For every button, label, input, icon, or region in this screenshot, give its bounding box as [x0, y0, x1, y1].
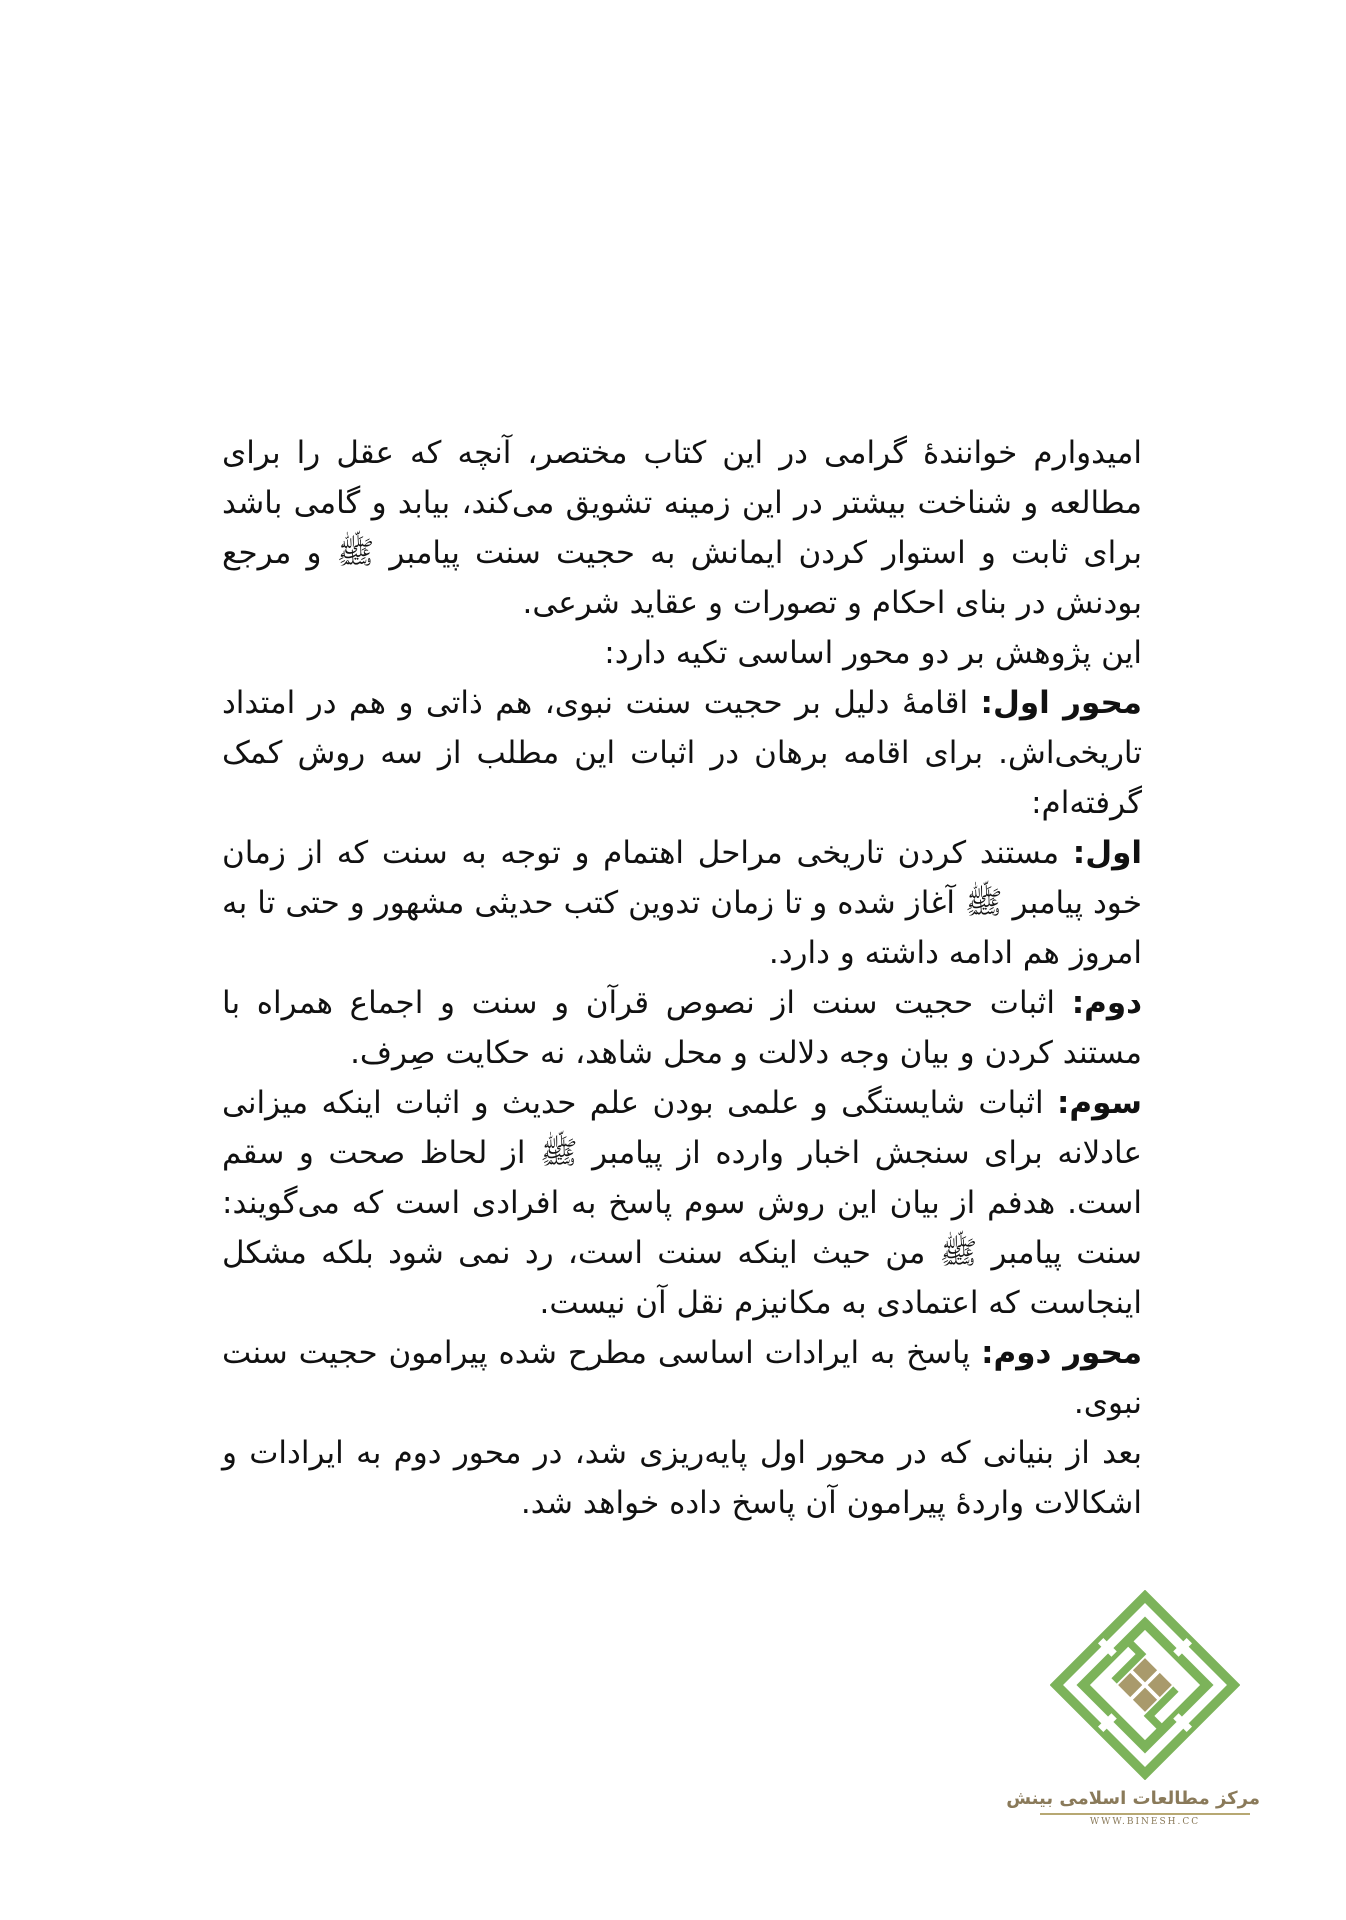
paragraph-lead: دوم:: [1071, 985, 1142, 1021]
paragraph: [222, 1078, 1142, 1328]
paragraph-lead: محور دوم:: [981, 1335, 1143, 1371]
paragraph-text: مستند کردن تاریخی مراحل اهتمام و توجه به سنت که از زمان خود پیامبر ﷺ آغاز شده و تا زمان تدوین کتب حدیثی مشهور و حتی تا به امروز هم ادامه داشته و دارد.: [222, 835, 1142, 971]
paragraph-text: اثبات شایستگی و علمی بودن علم حدیث و اثبات اینکه میزانی عادلانه برای سنجش اخبار وارده از پیامبر ﷺ از لحاظ صحت و سقم است. هدفم از بیان این روش سوم پاسخ به افرادی است که می‌گویند: سنت پیامبر ﷺ من حیث اینکه سنت است، رد نمی شود بلکه مشکل اینجاست که اعتمادی به مکانیزم نقل آن نیست.: [222, 1085, 1142, 1321]
paragraph-text: اقامهٔ دلیل بر حجیت سنت نبوی، هم ذاتی و هم در امتداد تاریخی‌اش. برای اقامه برهان در اثبات این مطلب از سه روش کمک گرفته‌ام:: [222, 685, 1142, 821]
paragraph-text: این پژوهش بر دو محور اساسی تکیه دارد:: [604, 635, 1142, 671]
paragraph: [222, 1328, 1142, 1428]
paragraph: [222, 978, 1142, 1078]
paragraph-lead: محور اول:: [980, 685, 1142, 721]
paragraph-text: اثبات حجیت سنت از نصوص قرآن و سنت و اجماع همراه با مستند کردن و بیان وجه دلالت و محل شاهد، نه حکایت صِرف.: [222, 985, 1142, 1071]
publisher-logo: [1006, 1590, 1260, 1880]
publisher-url: WWW.BINESH.CC: [1089, 1817, 1201, 1827]
paragraph: [222, 1428, 1142, 1528]
paragraph: [222, 828, 1142, 978]
paragraph: [222, 428, 1142, 628]
paragraph-text: پاسخ به ایرادات اساسی مطرح شده پیرامون حجیت سنت نبوی.: [222, 1335, 1142, 1421]
body-text: [222, 428, 1142, 1528]
paragraph-text: بعد از بنیانی که در محور اول پایه‌ریزی شد، در محور دوم به ایرادات و اشکالات واردهٔ پیرامون آن پاسخ داده خواهد شد.: [222, 1435, 1142, 1521]
publisher-name: مرکز مطالعات اسلامی بینش: [1006, 1788, 1260, 1809]
paragraph-lead: سوم:: [1056, 1085, 1142, 1121]
paragraph: [222, 628, 1142, 678]
divider: [1040, 1813, 1250, 1815]
binesh-kufic-square-logo-icon: [1050, 1590, 1240, 1780]
paragraph-lead: اول:: [1072, 835, 1142, 871]
paragraph-text: امیدوارم خوانندهٔ گرامی در این کتاب مختصر، آنچه که عقل را برای مطالعه و شناخت بیشتر در این زمینه تشویق می‌کند، بیابد و گامی باشد برای ثابت و استوار کردن ایمانش به حجیت سنت پیامبر ﷺ و مرجع بودنش در بنای احکام و تصورات و عقاید شرعی.: [222, 435, 1142, 621]
paragraph: [222, 678, 1142, 828]
